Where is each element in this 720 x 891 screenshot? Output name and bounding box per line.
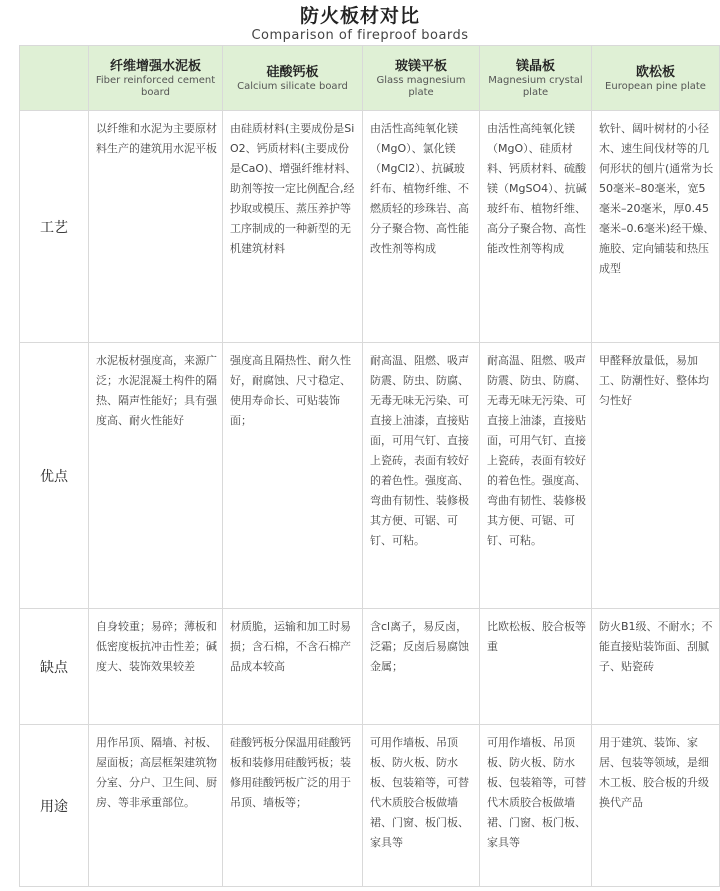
column-header-glass-magnesium	[363, 46, 480, 111]
column-header-zh: 纤维增强水泥板	[109, 58, 201, 74]
title-block	[0, 0, 720, 44]
column-header-en: Glass magnesium plate	[376, 74, 466, 98]
row-label: 缺点	[20, 609, 89, 725]
table-row-process	[20, 111, 720, 343]
column-header-calcium-silicate	[223, 46, 363, 111]
table-row-uses	[20, 725, 720, 887]
table-row-disadvantages	[20, 609, 720, 725]
column-header-en: Calcium silicate board	[237, 80, 348, 92]
table-cell: 水泥板材强度高，来源广泛；水泥混凝土构件的隔热、隔声性能好；具有强度高、耐火性能好	[89, 343, 223, 609]
column-header-en: European pine plate	[605, 80, 706, 92]
table-cell: 以纤维和水泥为主要原材料生产的建筑用水泥平板	[89, 111, 223, 343]
table-cell: 耐高温、阻燃、吸声防震、防虫、防腐、无毒无味无污染、可直接上油漆，直接贴面，可用气钉、直接上瓷砖，表面有较好的着色性。强度高、弯曲有韧性、装修极其方便、可锯、可钉、可粘。	[363, 343, 480, 609]
column-header-zh: 欧松板	[635, 64, 675, 80]
row-label: 工艺	[20, 111, 89, 343]
page-title: 防火板材对比	[299, 5, 420, 27]
table-cell: 材质脆，运输和加工时易损；含石棉，不含石棉产品成本较高	[223, 609, 363, 725]
comparison-table	[19, 45, 720, 887]
column-header-en: Fiber reinforced cement board	[95, 74, 216, 98]
row-label: 优点	[20, 343, 89, 609]
table-cell: 软针、阔叶树材的小径木、速生间伐材等的几何形状的刨片(通常为长50毫米–80毫米，宽5毫米–20毫米，厚0.45毫米–0.6毫米)经干燥、施胶、定向铺装和热压成型	[592, 111, 720, 343]
column-header-magnesium-crystal	[480, 46, 592, 111]
table-cell: 甲醛释放量低，易加工、防潮性好、整体均匀性好	[592, 343, 720, 609]
header-row	[20, 46, 720, 111]
table-cell: 由活性高纯氧化镁（MgO）、硅质材料、钙质材料、硫酸镁（MgSO4）、抗碱玻纤布、植物纤维、高分子聚合物、高性能改性剂等构成	[480, 111, 592, 343]
table-cell: 可用作墙板、吊顶板、防火板、防水板、包装箱等，可替代木质胶合板做墙裙、门窗、板门板、家具等	[363, 725, 480, 887]
column-header-en: Magnesium crystal plate	[488, 74, 583, 98]
table-cell: 含cl离子，易反卤，泛霜；反卤后易腐蚀金属；	[363, 609, 480, 725]
table-cell: 用于建筑、装饰、家居、包装等领域，是细木工板、胶合板的升级换代产品	[592, 725, 720, 887]
row-label: 用途	[20, 725, 89, 887]
header-corner-cell	[20, 46, 89, 111]
table-cell: 耐高温、阻燃、吸声防震、防虫、防腐、无毒无味无污染、可直接上油漆，直接贴面，可用气钉、直接上瓷砖，表面有较好的着色性。强度高、弯曲有韧性、装修极其方便、可锯、可钉、可粘。	[480, 343, 592, 609]
table-cell: 比欧松板、胶合板等重	[480, 609, 592, 725]
column-header-fiber-cement	[89, 46, 223, 111]
table-cell: 由活性高纯氧化镁（MgO）、氯化镁（MgCl2）、抗碱玻纤布、植物纤维、不燃质轻的珍珠岩、高分子聚合物、高性能改性剂等构成	[363, 111, 480, 343]
table-cell: 可用作墙板、吊顶板、防火板、防水板、包装箱等，可替代木质胶合板做墙裙、门窗、板门板、家具等	[480, 725, 592, 887]
table-cell: 自身较重；易碎；薄板和低密度板抗冲击性差；碱度大、装饰效果较差	[89, 609, 223, 725]
page-subtitle: Comparison of fireproof boards	[251, 28, 469, 43]
column-header-zh: 硅酸钙板	[266, 64, 319, 80]
table-cell: 用作吊顶、隔墙、衬板、屋面板；高层框架建筑物分室、分户、卫生间、厨房、等非承重部位。	[89, 725, 223, 887]
column-header-zh: 玻镁平板	[394, 58, 447, 74]
column-header-osb	[592, 46, 720, 111]
table-cell: 防火B1级、不耐水；不能直接贴装饰面、刮腻子、贴瓷砖	[592, 609, 720, 725]
table-cell: 强度高且隔热性、耐久性好，耐腐蚀、尺寸稳定、使用寿命长、可贴装饰面；	[223, 343, 363, 609]
table-cell: 硅酸钙板分保温用硅酸钙板和装修用硅酸钙板；装修用硅酸钙板广泛的用于吊顶、墙板等；	[223, 725, 363, 887]
table-row-advantages	[20, 343, 720, 609]
column-header-zh: 镁晶板	[515, 58, 555, 74]
table-cell: 由硅质材料(主要成份是SiO2、钙质材料(主要成份是CaO)、增强纤维材料、助剂等按一定比例配合,经抄取或模压、蒸压养护等工序制成的一种新型的无机建筑材料	[223, 111, 363, 343]
